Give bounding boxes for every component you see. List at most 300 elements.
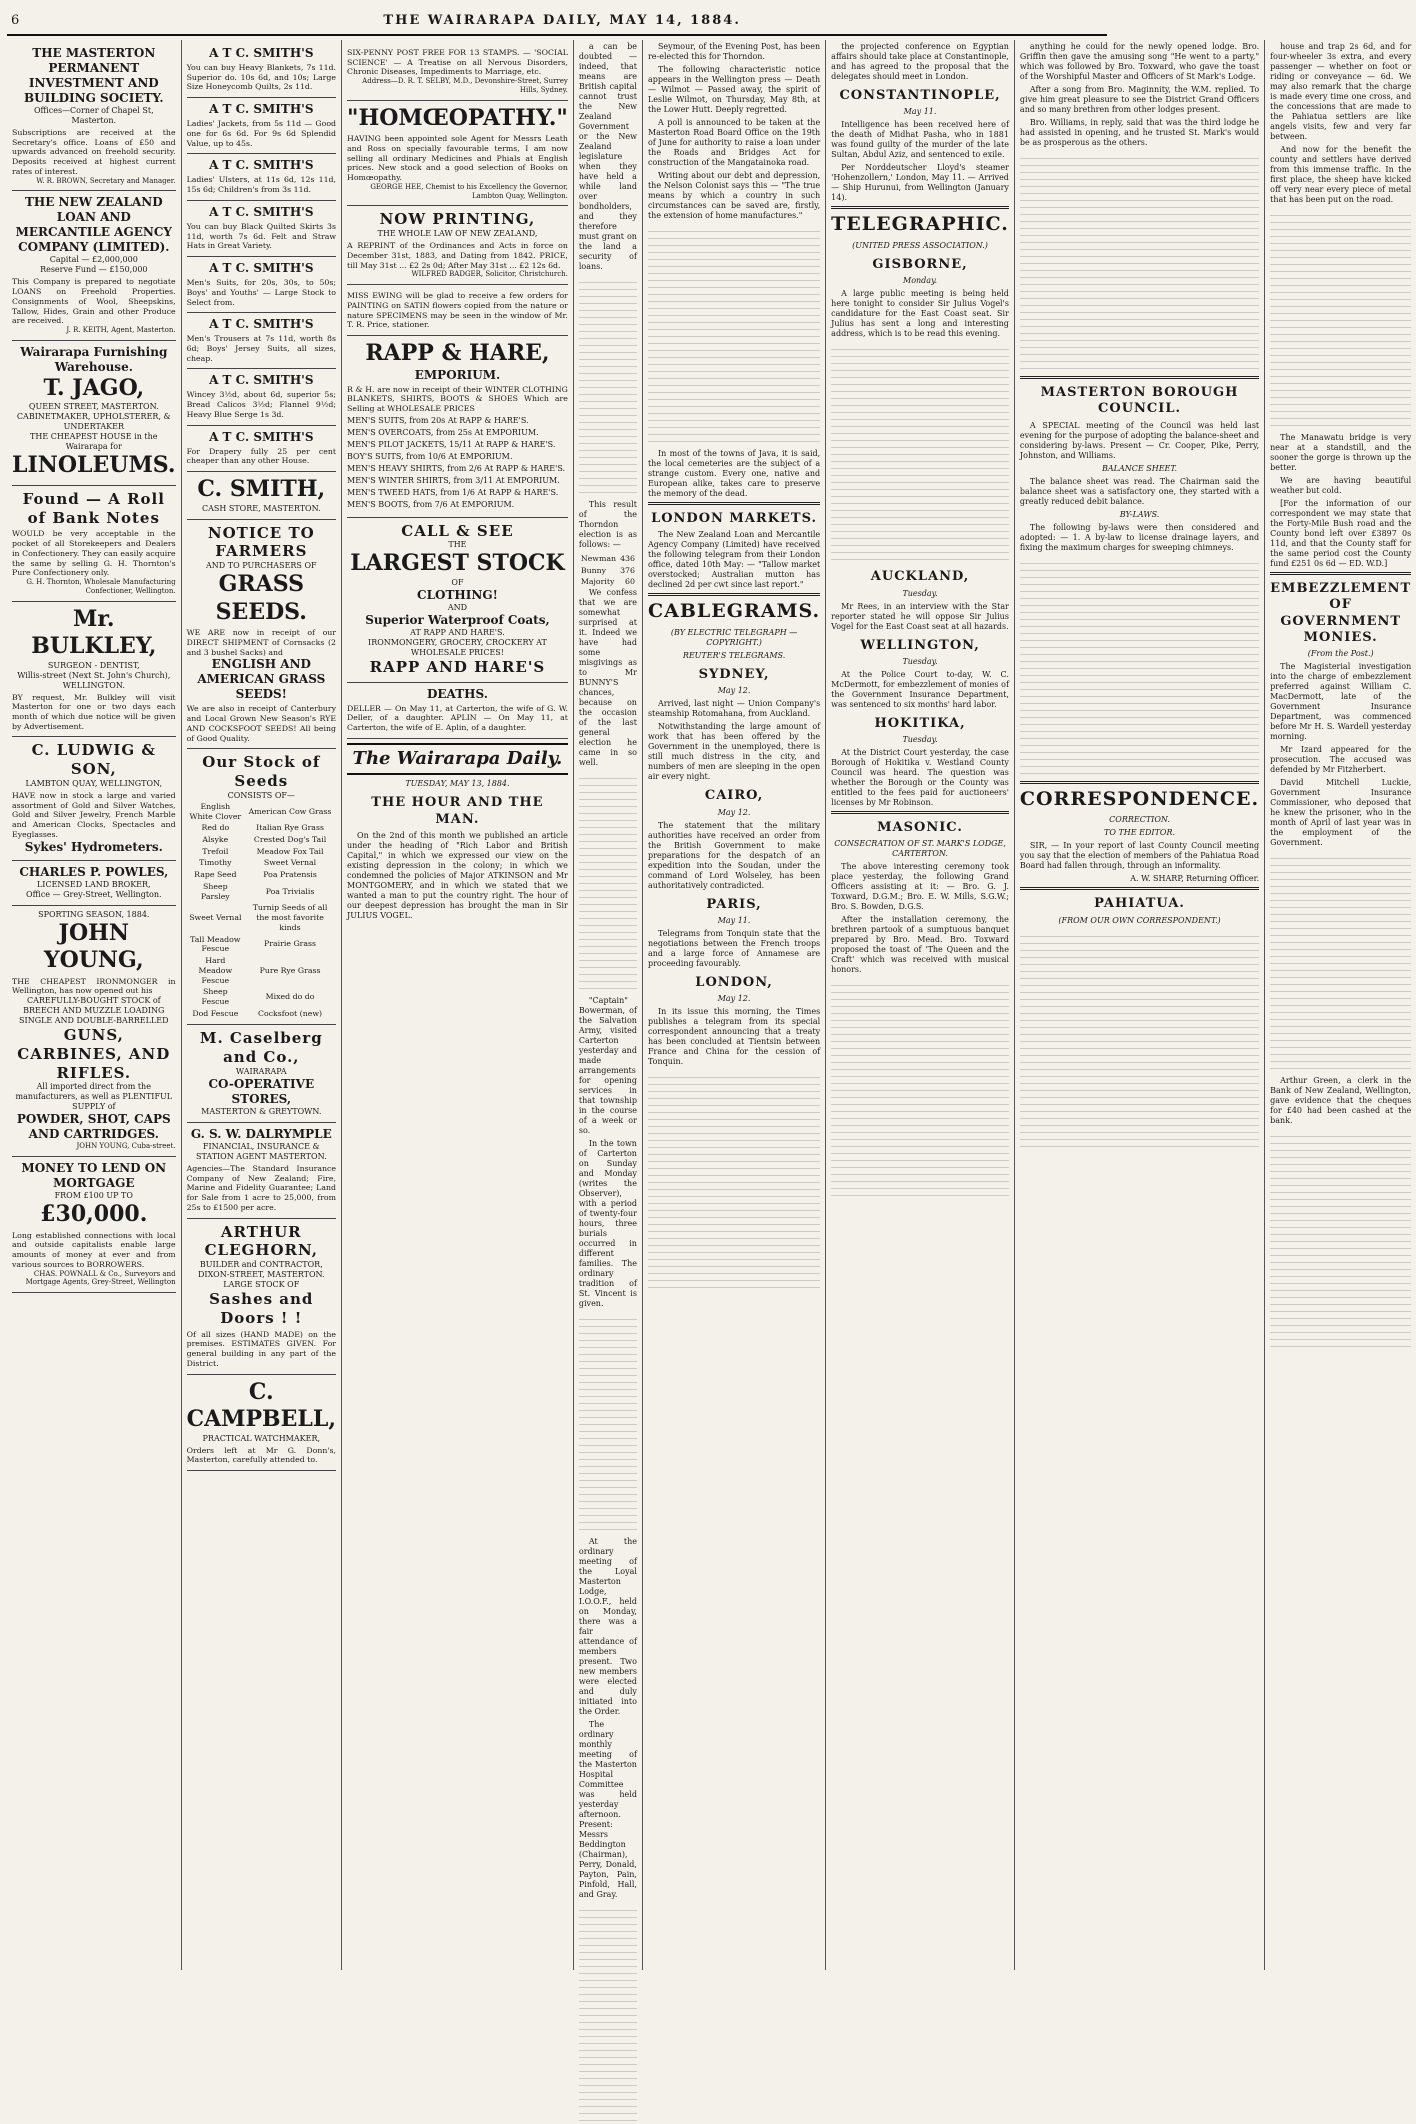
list-item: BOY'S SUITS, from 10/6 At EMPORIUM. xyxy=(347,451,513,461)
list-item: MEN'S PILOT JACKETS, 15/11 At RAPP & HARE'S. xyxy=(347,439,556,449)
ad-title: NOW PRINTING, xyxy=(379,210,536,229)
ad-subtitle: EMPORIUM. xyxy=(414,367,501,382)
dateline-place: CAIRO, xyxy=(704,788,764,804)
section-title: LONDON MARKETS. xyxy=(651,511,818,526)
ad-name: T. JAGO, xyxy=(43,374,145,401)
table-cell: American Cow Grass xyxy=(248,806,332,816)
ad-signature: W. R. BROWN, Secretary and Manager. xyxy=(36,176,176,185)
text-lines xyxy=(579,1904,637,2124)
dateline-place: GISBORNE, xyxy=(872,257,968,272)
ad-signature: JOHN YOUNG, Cuba-street. xyxy=(76,1142,176,1151)
ad-body: Subscriptions are received at the Secretary's office. Loans of £50 and upwards advanced on freehold security. Deposits received at highest current rates of interest. xyxy=(12,128,176,176)
rapp-items xyxy=(347,416,568,510)
column-6 xyxy=(826,40,1015,1970)
ad-headline: GRASS SEEDS. xyxy=(215,571,307,625)
article-paragraph: And now for the benefit the county and settlers have derived from this immense traffic. In the first place, the sheep have kicked off very near every piece of metal that has been put on the road. xyxy=(1270,145,1412,204)
dateline-place: AUCKLAND, xyxy=(870,569,970,585)
divider xyxy=(1020,781,1259,784)
ad-dalrymple xyxy=(187,1123,336,1219)
ad-body: Ladies' Jackets, from 5s 11d — Good one for 6s 6d. For 9s 6d Splendid Value, up to 45s. xyxy=(186,119,337,148)
text-lines xyxy=(1270,852,1411,1072)
ad-subtitle: Offices—Corner of Chapel St, Masterton. xyxy=(33,106,154,125)
column-1 xyxy=(7,40,182,1970)
ad-body: WOULD be very acceptable in the pocket of all Storekeepers and Dealers in Confectionery. They can easily acquire the same by selling G. H. Thornton's Pure Confectionery only. xyxy=(12,529,176,578)
article-paragraph: We confess that we are somewhat surprised at it. Indeed we have had some misgivings as to Mr BUNNY'S chances, because on the occasion of the last general election he came in so well. xyxy=(578,588,637,768)
ad-capital: Capital — £2,000,000 xyxy=(49,255,138,265)
ad-furnishing xyxy=(12,341,176,486)
article-paragraph: Intelligence has been received here of the death of Midhat Pasha, who in 1881 was found guilty of the murder of the late Sultan, Abdul Aziz, and sentenced to exile. xyxy=(831,120,1009,160)
ad-body: Long established connections with local and outside capitalists enable large amounts of money at ever and from various sources to BORROWERS. xyxy=(12,1230,176,1269)
article-paragraph: At the Police Court to-day, W. C. McDermott, for embezzlement of monies of the Government Insurance Department, was sentenced to six months' hard labor. xyxy=(831,669,1009,709)
article-paragraph: A SPECIAL meeting of the Council was held last evening for the purpose of adopting the balance-sheet and considering by-laws. Present — Cr. Cooper, Pike, Perry, Johnston, and Williams. xyxy=(1019,420,1260,460)
table-cell: Meadow Fox Tail xyxy=(256,846,324,856)
ad-trades: CABINETMAKER, UPHOLSTERER, & UNDERTAKER xyxy=(16,412,171,432)
ad-address: Willis-street (Next St. John's Church), WELLINGTON. xyxy=(17,670,171,690)
ad-homeopathy xyxy=(347,101,568,207)
ad-headline: CLOTHING! xyxy=(417,587,498,602)
table-row xyxy=(579,553,637,565)
dateline-date: May 12. xyxy=(717,994,751,1003)
election-table xyxy=(579,553,637,588)
article-paragraph: Arrived, last night — Union Company's steamship Rotomahana, from Auckland. xyxy=(647,699,821,719)
text-lines xyxy=(1270,209,1411,429)
dateline-place: WELLINGTON, xyxy=(860,637,980,653)
ad-money-to-lend xyxy=(12,1157,176,1293)
article-paragraph: The following by-laws were then considered and adopted: — 1. A by-law to license drainage layers, and fixing the maximum charges for sweeping chimneys. xyxy=(1019,522,1260,552)
ad-headline: Superior Waterproof Coats, xyxy=(365,612,550,627)
article-paragraph: house and trap 2s 6d, and for four-wheeler 3s extra, and every passenger — whether on foot or riding or conveyance — 6d. We may also remark that the charge is made every time one cross, and the concessions that are made to the Pahiatua settlers are like angels visits, few and very far between. xyxy=(1270,42,1412,141)
ad-printing xyxy=(347,206,568,285)
ad-line: All imported direct from the manufacturers, as well as PLENTIFUL SUPPLY of xyxy=(15,1082,173,1112)
ad-address: Office — Grey-Street, Wellington. xyxy=(26,889,162,899)
list-item: MEN'S HEAVY SHIRTS, from 2/6 At RAPP & HARE'S. xyxy=(347,463,566,473)
table-row xyxy=(187,934,336,955)
ad-cleghorn xyxy=(187,1219,336,1375)
ad-title: ARTHUR CLEGHORN, xyxy=(204,1222,318,1260)
paper-date: TUESDAY, MAY 13, 1884. xyxy=(405,779,510,789)
dateline-date: May 11. xyxy=(717,915,751,925)
ad-ironmonger xyxy=(12,906,176,1157)
dateline-place: SYDNEY, xyxy=(698,667,770,682)
section-subtitle: (BY ELECTRIC TELEGRAPH — COPYRIGHT.) xyxy=(670,628,798,647)
ad-title: A T C. SMITH'S xyxy=(209,261,314,276)
section-title: CORRESPONDENCE. xyxy=(1019,787,1260,810)
table-cell: Prairie Grass xyxy=(264,939,317,949)
article-paragraph: After the installation ceremony, the brethren partook of a sumptuous banquet prepared by Bro. Mead. Bro. Toxward proposed the toast of 'The Queen and the Craft' which was received with musical honors. xyxy=(831,915,1009,975)
ad-title: A T C. SMITH'S xyxy=(209,204,314,219)
article-paragraph: Notwithstanding the large amount of work that has been offered by the Government in the unemployed, there is still much distress in the city, and numbers of men are sleeping in the open air every night. xyxy=(647,722,821,782)
ad-subtitle: THE WHOLE LAW OF NEW ZEALAND, xyxy=(377,229,538,239)
article-paragraph: In most of the towns of Java, it is said, the local cemeteries are the subject of a strange custom. Every one, native and European alike, takes care to preserve the memory of the dead. xyxy=(647,449,821,498)
table-cell: Hard Meadow Fescue xyxy=(198,956,233,985)
ad-headline: RAPP AND HARE'S xyxy=(369,657,546,676)
ad-subtitle: AND TO PURCHASERS OF xyxy=(206,561,317,571)
text-lines xyxy=(1020,152,1259,372)
letter-signature: A. W. SHARP, Returning Officer. xyxy=(1130,874,1260,884)
list-item: MEN'S OVERCOATS, from 25s At EMPORIUM. xyxy=(347,427,539,437)
ad-title: Mr. BULKLEY, xyxy=(31,605,157,660)
ad-reserve: Reserve Fund — £150,000 xyxy=(40,265,148,275)
page-number: 6 xyxy=(11,12,22,28)
ad-title: M. Caselberg and Co., xyxy=(199,1029,323,1067)
ad-signature: CHAS. POWNALL & Co., Surveyors and Mortgage Agents, Grey-Street, Wellington xyxy=(25,1269,176,1287)
editorial-title: THE HOUR AND THE MAN. xyxy=(371,795,544,827)
divider xyxy=(831,206,1009,209)
ad-body: Wincey 3½d, about 6d, superior 5s; Bread Calicos 3½d; Flannel 9½d; Heavy Blue Serge 1s 3d. xyxy=(186,390,337,419)
ad-title: DEATHS. xyxy=(427,686,488,701)
dateline-date: Monday. xyxy=(903,276,938,286)
ad-smith-block xyxy=(187,257,336,313)
divider xyxy=(1020,376,1259,379)
article-paragraph: The Manawatu bridge is very near at a standstill, and the sooner the gorge is thrown up the better. xyxy=(1270,433,1412,472)
section-title: CABLEGRAMS. xyxy=(647,600,821,623)
section-subtitle: CORRECTION. xyxy=(1109,815,1170,825)
ad-title: Our Stock of Seeds xyxy=(202,753,321,791)
ad-signature: J. R. KEITH, Agent, Masterton. xyxy=(66,326,176,335)
article-paragraph: The above interesting ceremony took place yesterday, the following Grand Officers assisting at it: — Bro. G. J. Toxward, D.G.M.; Bro. E. W. Mills, S.G.W.; Bro. S. Bowden, D.G.S. xyxy=(831,862,1009,912)
text-lines xyxy=(579,276,637,496)
table-row xyxy=(187,857,336,869)
ad-headline: GUNS, CARBINES, AND RIFLES. xyxy=(17,1026,171,1082)
ad-title: C. CAMPBELL, xyxy=(186,1378,337,1433)
ad-subtitle: BUILDER and CONTRACTOR, DIXON-STREET, MASTERTON. xyxy=(198,1260,325,1280)
text-lines xyxy=(1270,1130,1411,1350)
dateline-place: HOKITIKA, xyxy=(874,715,966,731)
column-7 xyxy=(1015,40,1265,1970)
deaths-notice xyxy=(347,683,568,739)
table-row xyxy=(187,902,336,933)
table-cell: Turnip Seeds of all the most favorite kinds xyxy=(252,903,328,932)
ad-line: THE CHEAPEST HOUSE in the Wairarapa for xyxy=(30,432,158,452)
article-paragraph: The statement that the military authorities have received an order from the British Government to make preparations for the despatch of an expedition into the Soudan, under the command of Lord Wolseley, has been authoritatively contradicted. xyxy=(647,820,821,890)
ad-title: A T C. SMITH'S xyxy=(209,102,314,117)
ad-title: CHARLES P. POWLES, xyxy=(19,864,169,879)
ad-line: CAREFULLY-BOUGHT STOCK of BREECH AND MUZZLE LOADING SINGLE AND DOUBLE-BARRELLED xyxy=(19,996,169,1026)
table-cell: Poa Trivialis xyxy=(265,886,315,896)
divider xyxy=(831,811,1009,814)
ad-body: A REPRINT of the Ordinances and Acts in force on December 31st, 1883, and Dating from 1842. PRICE, till May 31st ... £2 2s 0d; After May 31st ... £2 12s 6d. xyxy=(347,241,568,270)
ad-body: MISS EWING will be glad to receive a few orders for PAINTING on SATIN flowers copied from the nature or nature SPECIMENS may be seen in the window of Mr. T. R. Price, stationer. xyxy=(347,291,568,330)
ad-seeds xyxy=(187,749,336,1025)
ad-address: LAMBTON QUAY, WELLINGTON, xyxy=(25,778,163,788)
ad-title: A T C. SMITH'S xyxy=(209,46,314,60)
section-subtitle: (FROM OUR OWN CORRESPONDENT.) xyxy=(1058,915,1221,925)
article-paragraph: Arthur Green, a clerk in the Bank of New Zealand, Wellington, gave evidence that the cheques for £40 had been cashed at the bank. xyxy=(1270,1076,1412,1125)
ad-address: QUEEN STREET, MASTERTON. xyxy=(28,402,159,412)
ad-title: CALL & SEE xyxy=(401,521,514,540)
ad-jeweller xyxy=(12,737,176,860)
article-paragraph: Seymour, of the Evening Post, has been re-elected this for Thorndon. xyxy=(647,42,821,61)
ad-address: MASTERTON & GREYTOWN. xyxy=(201,1106,322,1116)
table-cell: Bunny xyxy=(580,565,607,575)
ad-social-science xyxy=(347,42,568,101)
ad-title: C. SMITH, xyxy=(197,476,326,503)
table-cell: Poa Pratensis xyxy=(263,870,317,880)
article-paragraph: We are having beautiful weather but cold. xyxy=(1270,476,1412,495)
table-row xyxy=(579,576,637,588)
ad-signature: WILFRED BADGER, Solicitor, Christchurch. xyxy=(411,270,568,279)
ad-headline: ENGLISH AND AMERICAN GRASS SEEDS! xyxy=(197,657,326,702)
ad-title: A T C. SMITH'S xyxy=(209,317,314,332)
table-row xyxy=(187,834,336,846)
article-paragraph: The balance sheet was read. The Chairman said the balance sheet was a satisfactory one, they started with a greatly reduced debit balance. xyxy=(1019,476,1260,506)
ad-title: Found — A Roll of Bank Notes xyxy=(22,489,165,527)
seeds-table xyxy=(187,801,336,1020)
table-cell: Mixed do do xyxy=(265,992,315,1002)
ad-subtitle: SURGEON - DENTIST, xyxy=(47,660,140,670)
ad-body: For Drapery fully 25 per cent cheaper than any other House. xyxy=(186,446,337,466)
table-cell: 436 xyxy=(620,554,635,563)
list-item: MEN'S BOOTS, from 7/6 At EMPORIUM. xyxy=(347,499,515,509)
ad-title: NOTICE TO FARMERS xyxy=(207,523,315,561)
article-paragraph: "Captain" Bowerman, of the Salvation Army, visited Carterton yesterday and made arrangements for opening services in that township in the course of a week or so. xyxy=(578,996,637,1136)
text-lines xyxy=(648,1071,820,1291)
list-item: MEN'S TWEED HATS, from 1/6 At RAPP & HARE'S. xyxy=(347,487,559,497)
ad-title: Wairarapa Furnishing Warehouse. xyxy=(20,344,168,374)
ad-line: THE xyxy=(448,540,467,550)
ad-body: This Company is prepared to negotiate LOANS on Freehold Properties. Consignments of Wool, Sheepskins, Tallow, Hides, Grain and other Produce are received. xyxy=(12,277,176,326)
ad-notice-farmers xyxy=(187,520,336,750)
article-paragraph: The Magisterial investigation into the charge of embezzlement preferred against William C. MacDermott, late of the Government Insurance Department, was commenced before Mr H. S. Wardell yesterday morning. xyxy=(1270,662,1412,741)
text-lines xyxy=(648,225,820,445)
section-subtitle: (UNITED PRESS ASSOCIATION.) xyxy=(852,241,988,250)
column-4 xyxy=(574,40,643,1970)
text-lines xyxy=(579,772,637,992)
article-paragraph: After a song from Bro. Maginnity, the W.M. replied. To give him great pleasure to see the District Grand Officers and so many brethren from other lodges present. xyxy=(1019,85,1260,114)
ad-name: JOHN YOUNG, xyxy=(43,919,144,974)
ad-body: Men's Suits, for 20s, 30s, to 50s; Boys' and Youths' — Large Stock to Select from. xyxy=(186,278,337,307)
divider xyxy=(648,502,820,505)
text-lines xyxy=(579,1313,637,1533)
table-row xyxy=(187,822,336,834)
text-lines xyxy=(1020,557,1259,777)
ad-title: A T C. SMITH'S xyxy=(209,158,314,173)
page-header xyxy=(7,6,1107,36)
table-row xyxy=(187,881,336,902)
divider xyxy=(648,593,820,596)
dateline-date: May 11. xyxy=(903,107,937,117)
article-paragraph: the projected conference on Egyptian affairs should take place at Constantinople, and has agreed to the proposal that the delegates should meet in London. xyxy=(831,42,1009,81)
newspaper-page xyxy=(7,6,1412,1981)
dateline-date: Tuesday. xyxy=(902,735,938,744)
editorial-body: On the 2nd of this month we published an article under the heading of "Rich Labor and British Capital," in which we expressed our view on the existing depression in the colony; in which we condemned the policies of Major ATKINSON and Mr MONTGOMERY, and in which we stated that we wanted a man to put the country right. The hour of our deepest depression has brought the man in Sir JULIUS VOGEL. xyxy=(347,830,568,920)
table-row xyxy=(187,801,336,822)
ad-subtitle: WAIRARAPA xyxy=(235,1066,287,1076)
ad-body: THE CHEAPEST IRONMONGER in Wellington, has now opened out his xyxy=(12,976,176,996)
ad-body: DELLER — On May 11, at Carterton, the wife of G. W. Deller, of a daughter. APLIN — On May 11, at Carterton, the wife of E. Aplin, of a daughter. xyxy=(347,703,568,733)
ad-title: A T C. SMITH'S xyxy=(209,429,314,444)
article-paragraph: The ordinary monthly meeting of the Masterton Hospital Committee was held yesterday afternoon. Present: Messrs Beddington (Chairman), Perry, Donald, Payton, Pain, Pinfold, Hall, and Gray. xyxy=(578,1720,637,1900)
table-cell: Pure Rye Grass xyxy=(259,965,321,975)
section-subtitle: BALANCE SHEET. xyxy=(1101,463,1178,473)
dateline-date: May 12. xyxy=(717,807,751,817)
ad-building-society xyxy=(12,42,176,191)
ad-headline: £30,000. xyxy=(40,1201,148,1228)
ad-body: SIX-PENNY POST FREE FOR 13 STAMPS. — 'SOCIAL SCIENCE' — A Treatise on all Nervous Disorders, Chronic Diseases, Impediments to Marriage, etc. xyxy=(347,48,568,77)
paper-masthead: The Wairarapa Daily. xyxy=(347,743,568,776)
ad-smith-block xyxy=(187,313,336,369)
ad-subtitle: FROM £100 UP TO xyxy=(54,1191,133,1201)
editor-note: [For the information of our correspondent we may state that the Forty-Mile Bush road and the County bond left over £3897 0s 11d, and that the County staff for the same period cost the County fund £251 0s 6d — ED. W.D.] xyxy=(1270,499,1412,568)
ad-subtitle: FINANCIAL, INSURANCE & STATION AGENT MASTERTON. xyxy=(195,1141,327,1161)
ad-subtitle: PRACTICAL WATCHMAKER, xyxy=(202,1433,321,1443)
table-cell: Majority xyxy=(580,577,615,587)
table-row xyxy=(187,1008,336,1020)
ad-body: Men's Trousers at 7s 11d, worth 8s 6d; Boys' Jersey Suits, all sizes, cheap. xyxy=(186,334,337,363)
ad-smith-block xyxy=(187,98,336,154)
article-paragraph: a can be doubted — indeed, that means are British capital cannot trust the New Zealand Government or the New Zealand legislature when they have held a while land over bondholders, and they therefore must grant on the land a security of loans. xyxy=(578,42,637,271)
list-item: MEN'S SUITS, from 20s At RAPP & HARE'S. xyxy=(347,415,529,425)
divider xyxy=(1020,887,1259,890)
section-subtitle: (From the Post.) xyxy=(1307,649,1374,658)
ad-campbell xyxy=(187,1375,336,1471)
column-5 xyxy=(643,40,826,1970)
ad-title: THE NEW ZEALAND LOAN AND MERCANTILE AGENCY COMPANY (LIMITED). xyxy=(15,195,172,255)
article-paragraph: The following characteristic notice appears in the Wellington press — Death — Wilmot — Passed away, the spirit of Leslie Wilmot, on Thursday, May 8th, at the Lower Hutt. Deeply regretted. xyxy=(647,65,821,114)
ad-title: C. LUDWIG & SON, xyxy=(31,741,156,779)
ad-caselberg xyxy=(187,1025,336,1123)
ad-body: We are also in receipt of Canterbury and Local Grown New Season's RYE AND COCKSFOOT SEEDS! All being of Good Quality. xyxy=(186,704,337,743)
article-paragraph: A poll is announced to be taken at the Masterton Road Board Office on the 19th of June for authority to raise a loan under the Roads and Bridges Act for construction of the Mangatainoka road. xyxy=(647,118,821,167)
table-cell: Newman xyxy=(580,554,617,563)
section-subtitle: TO THE EDITOR. xyxy=(1104,828,1176,838)
table-cell: Cocksfoot (new) xyxy=(258,1008,323,1018)
table-cell: Rape Seed xyxy=(194,870,237,880)
section-title: TELEGRAPHIC. xyxy=(831,213,1009,236)
section-title: MASONIC. xyxy=(877,820,963,835)
ad-body: WE ARE now in receipt of our DIRECT SHIPMENT of Cornsacks (2 and 3 bushel Sacks) and xyxy=(186,628,337,657)
ad-body: Agencies—The Standard Insurance Company of New Zealand; Fire, Marine and Fidelity Guarantee; Land for Sale from 1 acre to 25,000, from 25s to £1500 per acre. xyxy=(186,1163,337,1212)
text-lines xyxy=(831,343,1009,563)
table-cell: 376 xyxy=(620,565,635,575)
ad-land-broker xyxy=(12,861,176,906)
table-cell: 60 xyxy=(625,577,635,587)
ad-body: You can buy Black Quilted Skirts 3s 11d, worth 7s 6d. Felt and Straw Hats in Great Variety. xyxy=(186,221,337,251)
columns xyxy=(7,40,1412,1970)
ad-rapp-hare xyxy=(347,336,568,518)
ad-body: Ladies' Ulsters, at 11s 6d, 12s 11d, 15s 6d; Children's from 3s 11d. xyxy=(186,175,337,195)
smith-blocks xyxy=(187,42,336,472)
ad-signature: Sykes' Hydrometers. xyxy=(24,839,163,854)
table-cell: Italian Rye Grass xyxy=(256,823,324,833)
ad-body: Orders left at Mr G. Donn's, Masterton, carefully attended to. xyxy=(186,1445,337,1465)
article-paragraph: A large public meeting is being held here tonight to consider Sir Julius Vogel's candidature for the East Coast seat. Sir Julius has sent a long and interesting address, which is to be read this evening. xyxy=(831,289,1009,339)
ad-smith-footer xyxy=(187,472,336,520)
article-paragraph: Per Norddeutscher Lloyd's steamer 'Hohenzollern,' London, May 11. — Arrived — Ship Hurunui, from Wellington (January 14). xyxy=(831,163,1009,203)
ad-title: MONEY TO LEND ON MORTGAGE xyxy=(21,1161,167,1191)
table-cell: Trefoil xyxy=(202,846,229,856)
ad-line: IRONMONGERY, GROCERY, CROCKERY AT WHOLESALE PRICES! xyxy=(368,637,547,657)
divider xyxy=(1270,572,1411,575)
ad-call-and-see xyxy=(347,518,568,683)
ad-body: Of all sizes (HAND MADE) on the premises. ESTIMATES GIVEN. For general building in any part of the District. xyxy=(186,1329,337,1368)
table-cell: Alsyke xyxy=(202,835,229,844)
dateline-date: May 12. xyxy=(717,686,751,696)
ad-smith-block xyxy=(187,42,336,98)
article-paragraph: Mr Rees, in an interview with the Star reporter stated he will oppose Sir Julius Vogel for the East Coast seat at all hazards. xyxy=(831,601,1009,631)
table-cell: Dod Fescue xyxy=(192,1008,239,1018)
table-cell: Red do xyxy=(201,823,230,833)
table-cell: English White Clover xyxy=(189,801,242,821)
ad-smith-block xyxy=(187,426,336,472)
table-cell: Sheep Parsley xyxy=(200,881,230,901)
ad-smith-block xyxy=(187,369,336,425)
dateline-place: PARIS, xyxy=(706,896,762,912)
section-title: EMBEZZLEMENT OF GOVERNMENT MONIES. xyxy=(1270,581,1412,645)
ad-title: RAPP & HARE, xyxy=(365,340,550,367)
dateline-date: Tuesday. xyxy=(902,656,938,666)
section-title: PAHIATUA. xyxy=(1094,896,1185,912)
paper-title-header: THE WAIRARAPA DAILY, MAY 14, 1884. xyxy=(383,12,741,28)
ad-painting xyxy=(347,285,568,336)
dateline-date: Tuesday. xyxy=(902,588,938,598)
ad-loan-agency xyxy=(12,191,176,340)
table-cell: Crested Dog's Tail xyxy=(253,835,327,844)
table-row xyxy=(187,986,336,1007)
table-cell: Sheep Fescue xyxy=(201,987,230,1007)
list-item: MEN'S WINTER SHIRTS, from 3/11 At EMPORIUM. xyxy=(347,475,560,485)
article-paragraph: Mr Izard appeared for the prosecution. The accused was defended by Mr Fitzherbert. xyxy=(1270,745,1412,774)
table-row xyxy=(579,565,637,577)
column-2 xyxy=(182,40,342,1970)
ad-headline: LINOLEUMS. xyxy=(12,452,176,479)
ad-line: OF xyxy=(451,577,464,587)
ad-title: THE MASTERTON PERMANENT INVESTMENT AND BUILDING SOCIETY. xyxy=(23,46,164,105)
ad-line: LARGE STOCK OF xyxy=(223,1280,300,1290)
section-subtitle: BY-LAWS. xyxy=(1119,509,1160,519)
ad-body: R & H. are now in receipt of their WINTER CLOTHING BLANKETS, SHIRTS, BOOTS & SHOES Which are Selling at WHOLESALE PRICES xyxy=(347,384,568,413)
table-row xyxy=(187,869,336,881)
ad-title: G. S. W. DALRYMPLE xyxy=(190,1126,332,1141)
article-paragraph: Bro. Williams, in reply, said that was the third lodge he had assisted in opening, and he trusted St. Mark's would be as prosperous as the others. xyxy=(1019,118,1260,147)
ad-line: AT RAPP AND HARE'S. xyxy=(410,627,505,637)
column-3 xyxy=(342,40,574,1970)
table-cell: Timothy xyxy=(199,858,232,868)
ad-subtitle: CONSISTS OF— xyxy=(227,790,295,800)
ad-title: SPORTING SEASON, 1884. xyxy=(38,909,150,919)
article-paragraph: In its issue this morning, the Times publishes a telegram from its special correspondent announcing that a treaty has been concluded at Tientsin between France and China for the cession of Tonquin. xyxy=(647,1007,821,1066)
dateline-place: CONSTANTINOPLE, xyxy=(839,88,1001,103)
ad-headline: CO-OPERATIVE STORES, xyxy=(208,1076,315,1106)
ad-title: "HOMŒOPATHY." xyxy=(347,104,568,131)
table-row xyxy=(187,846,336,858)
article-paragraph: Telegrams from Tonquin state that the negotiations between the French troops and a large force of Annamese are proceeding favourably. xyxy=(647,928,821,968)
ad-body: HAVING been appointed sole Agent for Messrs Leath and Ross on specially favourable terms, I am now selling all ordinary Medicines and Phials at English prices. New stock and a good selection of Books on Homœopathy. xyxy=(347,134,568,183)
table-cell: Tall Meadow Fescue xyxy=(190,934,241,954)
ad-headline: POWDER, SHOT, CAPS AND CARTRIDGES. xyxy=(16,1112,171,1142)
article-paragraph: At the ordinary meeting of the Loyal Masterton Lodge, I.O.O.F., held on Monday, there was a fair attendance of members present. Two new members were elected and duly initiated into the Order. xyxy=(578,1537,637,1717)
ad-headline: Sashes and Doors ! ! xyxy=(209,1290,314,1327)
column-8 xyxy=(1265,40,1416,1970)
article-paragraph: David Mitchell Luckie, Government Insurance Commissioner, who deposed that he knew the prisoner, who in the month of April of last year was in the employment of the Government. xyxy=(1270,778,1412,847)
article-paragraph: This result of the Thorndon election is as follows: — xyxy=(578,500,637,549)
ad-title: A T C. SMITH'S xyxy=(209,373,314,388)
dateline-place: LONDON, xyxy=(695,974,773,990)
table-cell: Sweet Vernal xyxy=(189,913,242,923)
ad-headline: LARGEST STOCK xyxy=(350,550,565,577)
article-paragraph: Writing about our debt and depression, the Nelson Colonist says this — "The true means by which a country in such circumstances can be saved are, firstly, the extension of home manufactures." xyxy=(647,171,821,220)
ad-body: You can buy Heavy Blankets, 7s 11d. Superior do. 10s 6d, and 10s; Large Size Honeycomb Quilts, 2s 11d. xyxy=(186,63,337,92)
section-subtitle: CONSECRATION OF ST. MARK'S LODGE, CARTERTON. xyxy=(834,839,1006,859)
section-agency: REUTER'S TELEGRAMS. xyxy=(682,651,786,660)
text-lines xyxy=(1020,930,1259,1150)
article-paragraph: In the town of Carterton on Sunday and Monday (writes the Observer), with a period of twenty-four hours, three burials occurred in different families. The ordinary tradition of St. Vincent is given. xyxy=(578,1139,637,1309)
article-paragraph: At the District Court yesterday, the case Borough of Hokitika v. Westland County Council was heard. The question was whether the Borough or the County was entitled to the fees paid for auctioneers' licenses by Mr Robinson. xyxy=(831,748,1009,807)
ad-signature: Address—D. R. T. SELBY, M.D., Devonshire-Street, Surrey Hills, Sydney. xyxy=(362,77,568,94)
ad-smith-block xyxy=(187,154,336,200)
ad-signature: GEORGE HEE, Chemist to his Excellency the Governor, Lambton Quay, Wellington. xyxy=(370,182,568,200)
table-row xyxy=(187,955,336,986)
